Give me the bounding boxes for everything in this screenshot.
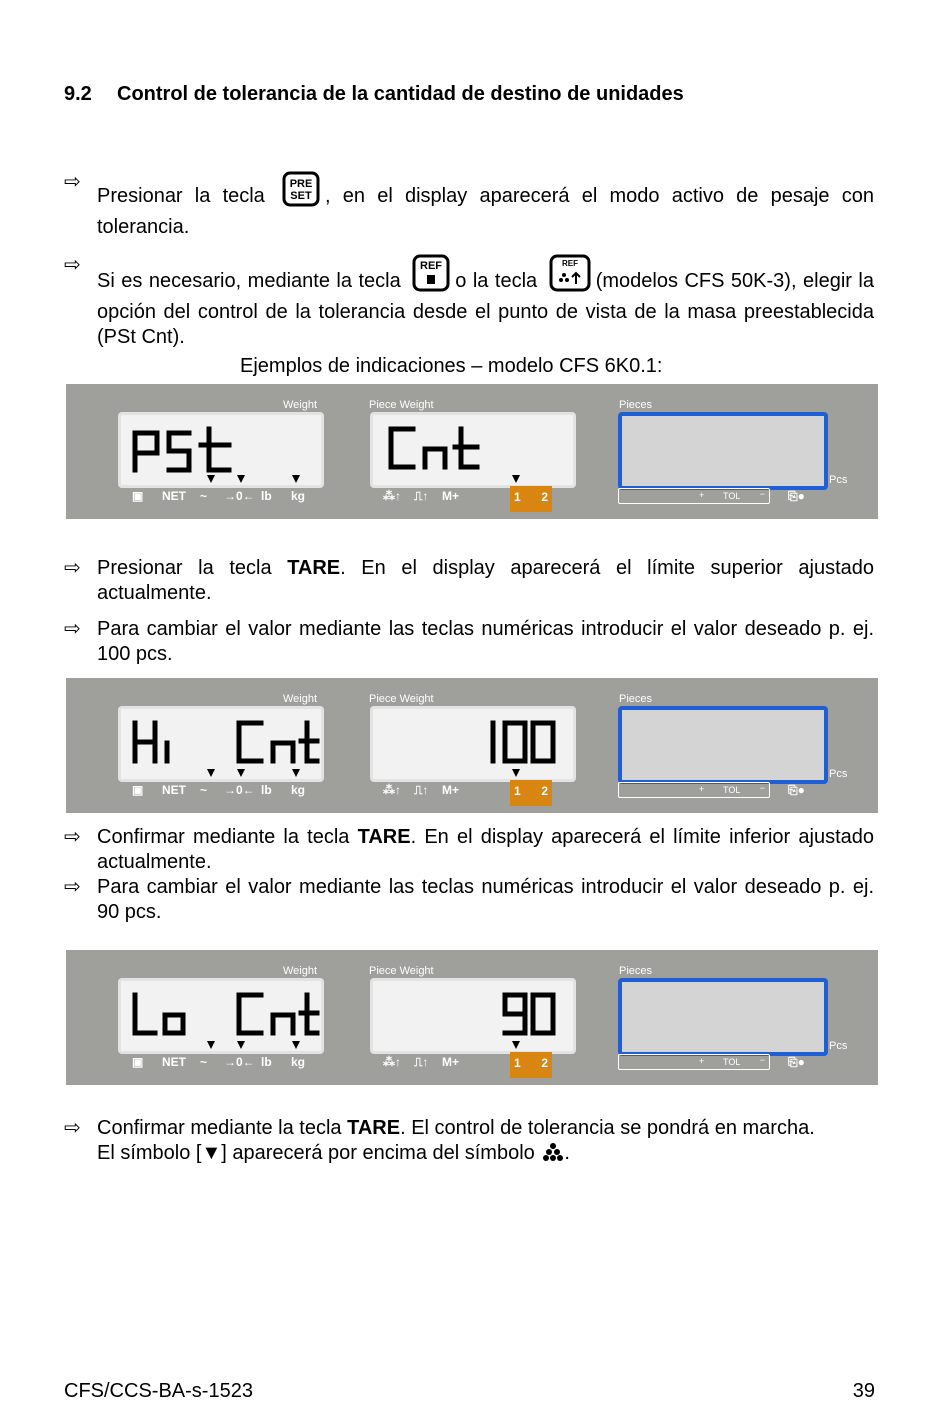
battery-icon: ⎘●	[788, 783, 805, 797]
svg-text:REF: REF	[420, 260, 443, 272]
tare-icon: ▣	[132, 1055, 144, 1069]
document-code: CFS/CCS-BA-s-1523	[64, 1380, 253, 1402]
scale-display-3: Weight Piece Weight Pieces Pcs ▣ NET ~ →0← lb kg ⁂↑ ⎍↑ M+ 1 2 + TOL − ⎘●	[66, 950, 878, 1085]
page-number: 39	[852, 1380, 875, 1402]
accumulate-icon: ⁂↑	[383, 489, 401, 503]
arrow-icon: ⇨	[64, 171, 81, 193]
arrow-icon: ⇨	[64, 1117, 81, 1139]
step-6: ⇨ Para cambiar el valor mediante las teclas numéricas introducir el valor deseado p. ej. 90 pcs.	[64, 876, 874, 923]
arrow-icon: ⇨	[64, 826, 81, 848]
svg-text:REF: REF	[561, 259, 578, 268]
arrow-icon: ⇨	[64, 254, 81, 276]
weighing-mode-badge: 1 2	[510, 1052, 552, 1078]
step-1: ⇨ Presionar la tecla PRE SET , en el display aparecerá el modo activo de pesaje con tolerancia.	[64, 171, 874, 238]
scale-display-2: Weight Piece Weight Pieces Pcs ▣ NET ~ →0← lb kg ⁂↑ ⎍↑ M+ 1 2 + TOL − ⎘●	[66, 678, 878, 813]
tolerance-bar: + TOL −	[618, 782, 770, 798]
stable-icon: ~	[200, 489, 208, 503]
arrow-icon: ⇨	[64, 876, 81, 898]
step-2: ⇨ Si es necesario, mediante la tecla REF o la tecla REF (modelos CFS 50K-3), elegir la opción del control de la tolerancia desde el punto de vista de la masa preestablecida (PSt Cnt).	[64, 254, 874, 348]
weighing-mode-badge: 1 2	[510, 780, 552, 806]
examples-caption: Ejemplos de indicaciones – modelo CFS 6K0.1:	[240, 355, 663, 377]
container-icon: ⎍↑	[414, 1055, 429, 1069]
container-icon: ⎍↑	[414, 489, 429, 503]
preset-key-icon	[281, 170, 321, 215]
ref-key-icon	[411, 253, 451, 300]
battery-icon: ⎘●	[788, 1055, 805, 1069]
section-heading	[64, 83, 684, 106]
weighing-mode-badge: 1 2	[510, 486, 552, 512]
svg-text:PRE: PRE	[289, 178, 313, 190]
stable-icon: ~	[200, 1055, 208, 1069]
ref-arrow-key-icon	[548, 253, 592, 300]
tare-icon: ▣	[132, 783, 144, 797]
battery-icon: ⎘●	[788, 489, 805, 503]
arrow-icon: ⇨	[64, 557, 81, 579]
tare-icon: ▣	[132, 489, 144, 503]
tolerance-bar: + TOL −	[618, 1054, 770, 1070]
scale-display-1: Weight Piece Weight Pieces Pcs ▣ NET ~ →0← lb kg ⁂↑ ⎍↑ M+ 1 2 + TOL − ⎘●	[66, 384, 878, 519]
section-number: 9.2	[64, 83, 92, 105]
step-4: ⇨ Para cambiar el valor mediante las teclas numéricas introducir el valor deseado p. ej. 100 pcs.	[64, 618, 874, 665]
container-icon: ⎍↑	[414, 783, 429, 797]
arrow-icon: ⇨	[64, 618, 81, 640]
step-5: ⇨ Confirmar mediante la tecla TARE. En el display aparecerá el límite inferior ajustado actualmente.	[64, 826, 874, 873]
accumulate-icon: ⁂↑	[383, 1055, 401, 1069]
step-7: ⇨ Confirmar mediante la tecla TARE. El control de tolerancia se pondrá en marcha. El símbolo [▼] aparecerá por encima del símbolo .	[64, 1116, 874, 1169]
step-3: ⇨ Presionar la tecla TARE. En el display aparecerá el límite superior ajustado actualmente.	[64, 557, 874, 604]
accumulate-icon: ⁂↑	[383, 783, 401, 797]
svg-text:SET: SET	[290, 190, 312, 202]
section-title: Control de tolerancia de la cantidad de destino de unidades	[117, 83, 684, 105]
tolerance-bar: + TOL −	[618, 488, 770, 504]
pieces-pile-icon	[542, 1142, 564, 1169]
stable-icon: ~	[200, 783, 208, 797]
